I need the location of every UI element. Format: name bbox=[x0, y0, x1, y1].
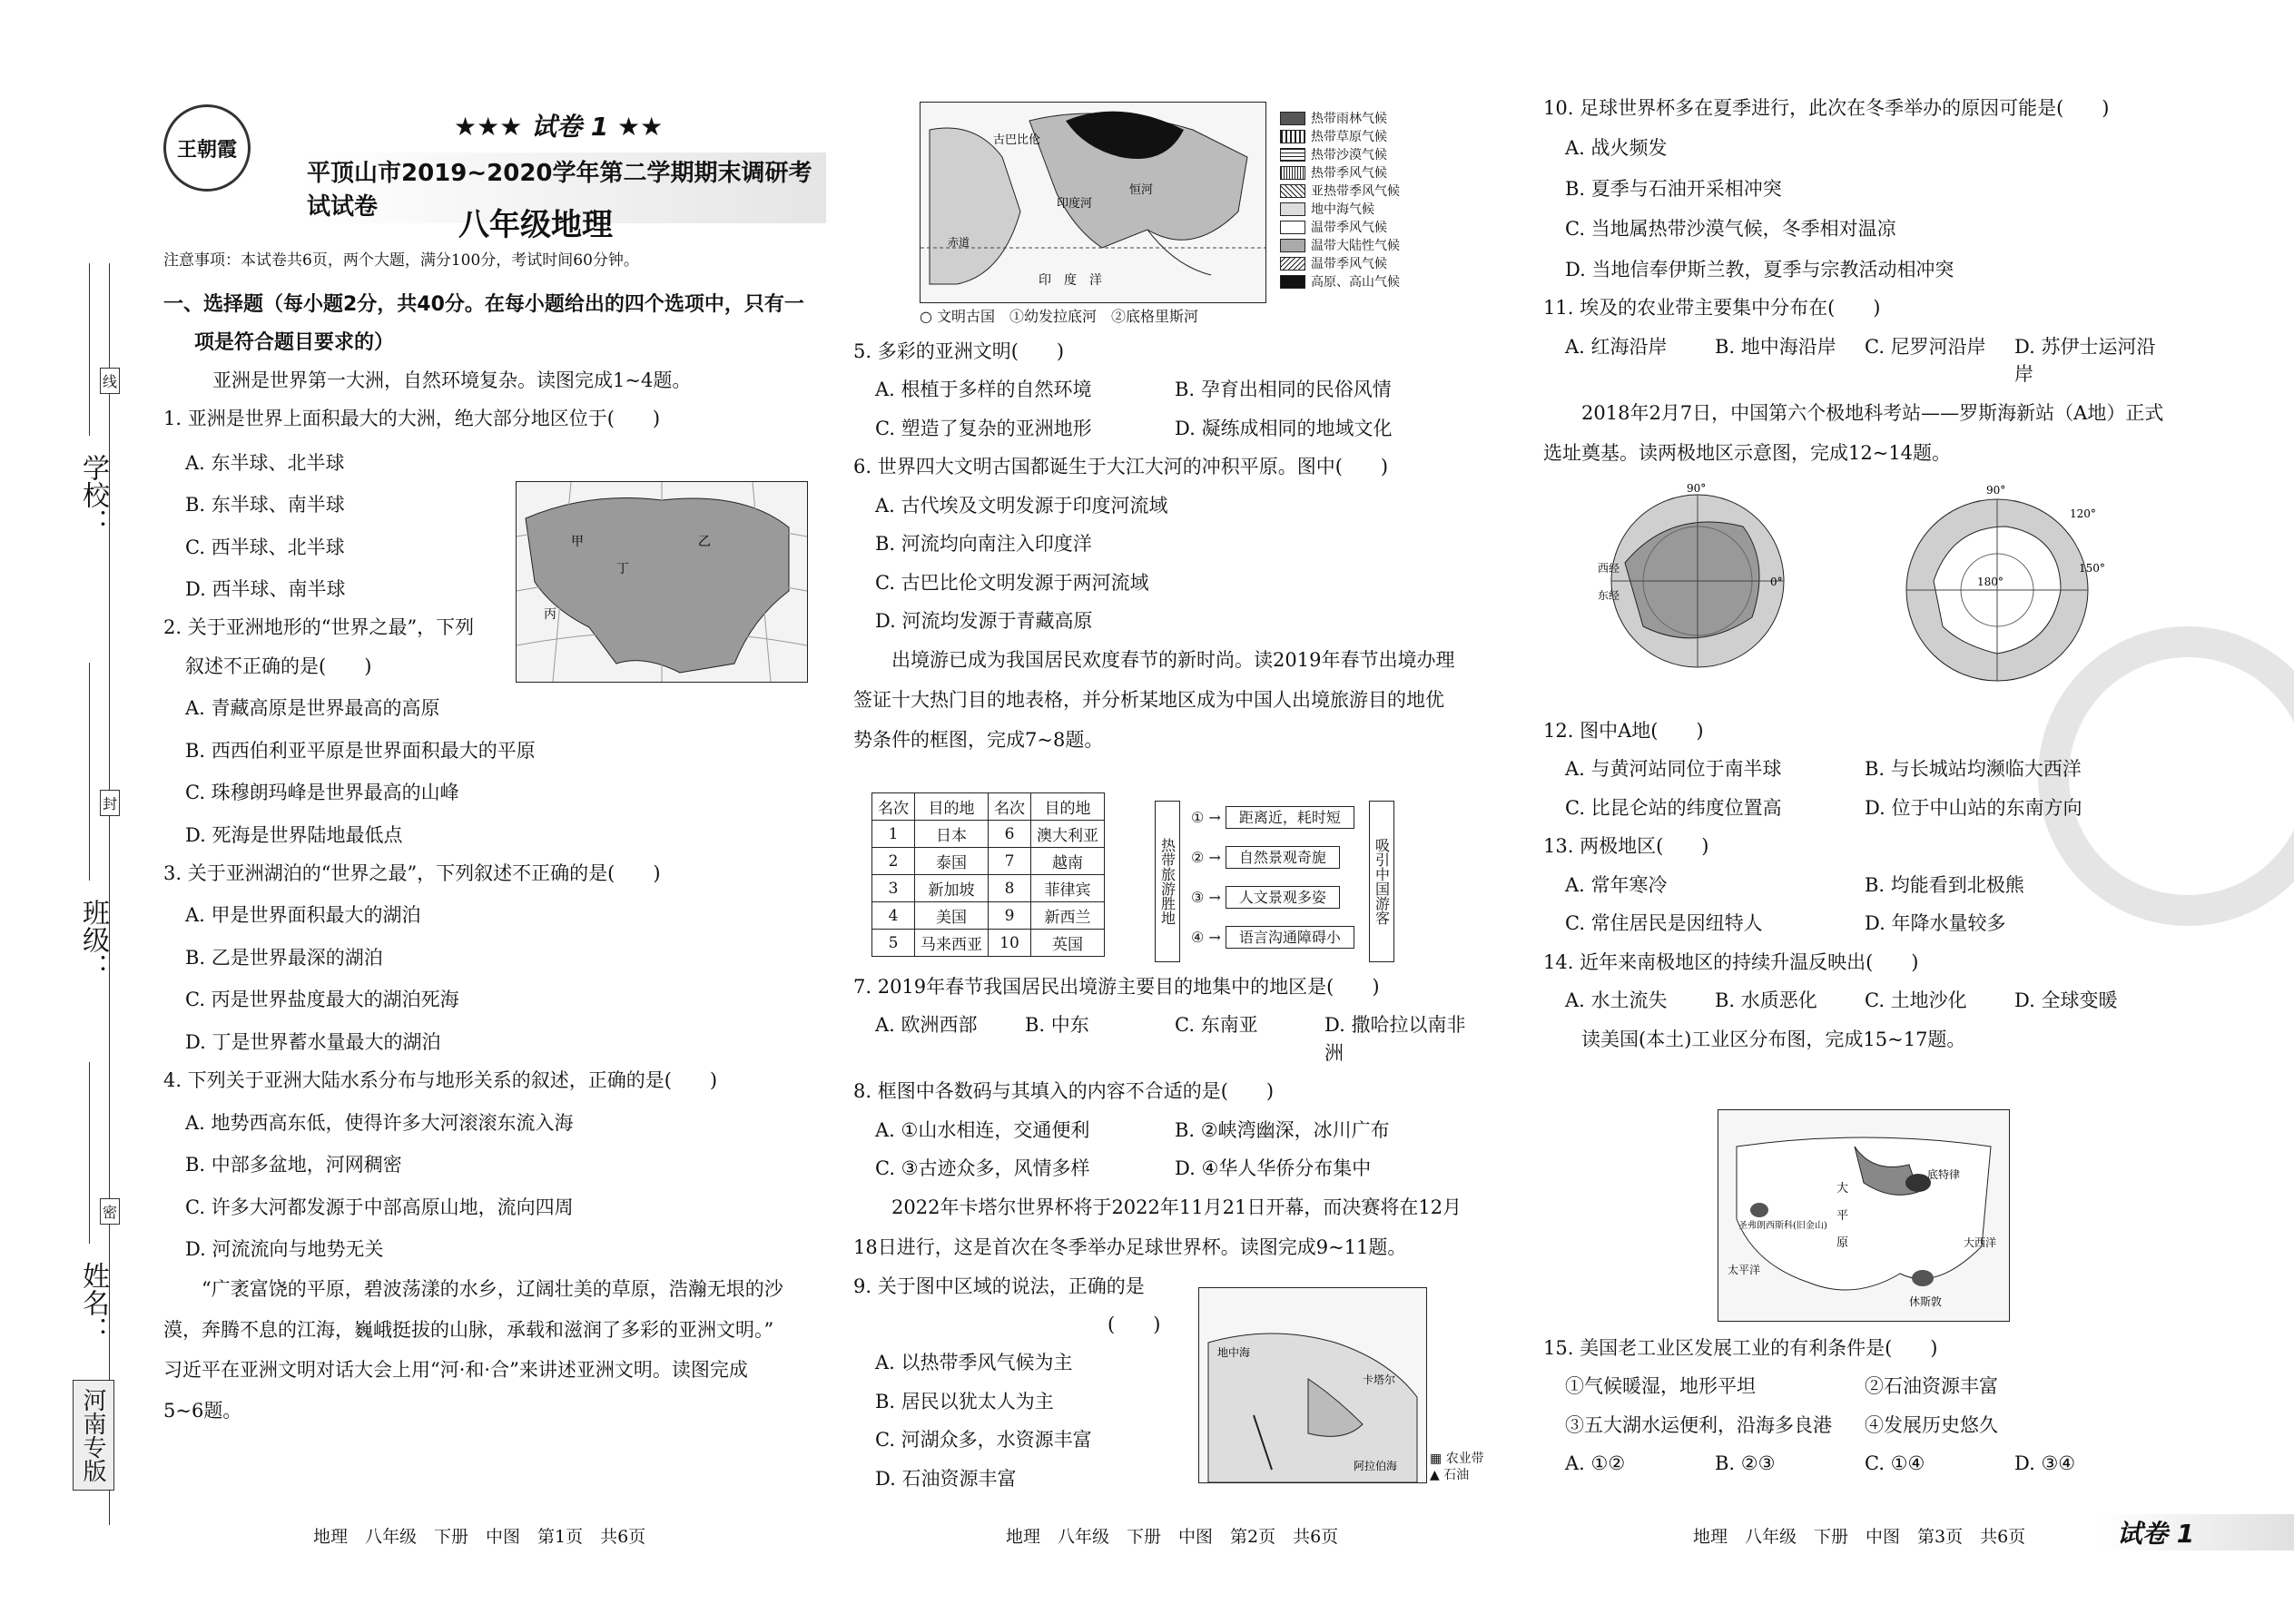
polar-label: 150° bbox=[2079, 562, 2105, 575]
q8-option[interactable]: A. ①山水相连，交通便利 bbox=[875, 1118, 1090, 1141]
q8-option[interactable]: B. ②峡湾幽深，冰川广布 bbox=[1175, 1118, 1390, 1141]
legend-farm-belt: ▦ 农业带 bbox=[1430, 1452, 1484, 1466]
legend-item: 热带沙漠气候 bbox=[1280, 145, 1400, 163]
label-indian-ocean: 印 度 洋 bbox=[1039, 273, 1102, 288]
table-row: 4 美国 9 新西兰 bbox=[872, 902, 1105, 930]
label-indus: 印度河 bbox=[1057, 197, 1093, 211]
legend-item: 地中海气候 bbox=[1280, 200, 1400, 218]
label-babylon: 古巴比伦 bbox=[993, 133, 1041, 147]
q14-option[interactable]: C. 土地沙化 bbox=[1865, 989, 1967, 1012]
table-row: 1 日本 6 澳大利亚 bbox=[872, 821, 1105, 848]
q3-option[interactable]: A. 甲是世界面积最大的湖泊 bbox=[185, 904, 421, 927]
name-label: 姓名： bbox=[77, 1262, 109, 1343]
logo: 王朝霞 bbox=[163, 104, 251, 192]
q5-option[interactable]: A. 根植于多样的自然环境 bbox=[875, 379, 1092, 401]
q3-option[interactable]: D. 丁是世界蓄水量最大的湖泊 bbox=[185, 1030, 441, 1053]
page-footer-1: 地理 八年级 下册 中图 第1页 共6页 bbox=[313, 1527, 646, 1547]
polar-label: 西经 bbox=[1598, 562, 1620, 575]
column-1 bbox=[154, 0, 826, 1624]
q11-option[interactable]: A. 红海沿岸 bbox=[1565, 335, 1668, 358]
us-label: 底特律 bbox=[1927, 1168, 1961, 1181]
q11-option[interactable]: C. 尼罗河沿岸 bbox=[1865, 335, 1986, 358]
q13-option[interactable]: D. 年降水量较多 bbox=[1865, 912, 2006, 935]
q4-option[interactable]: A. 地势西高东低，使得许多大河滚滚东流入海 bbox=[185, 1111, 574, 1134]
series-title: ★★★ 试卷 1 ★★ bbox=[454, 112, 664, 142]
label-ganges: 恒河 bbox=[1129, 183, 1154, 197]
school-blank bbox=[89, 263, 90, 436]
section-heading: 一、选择题（每小题2分，共40分。在每小题给出的四个选项中，只有一 bbox=[163, 293, 804, 316]
q13-option[interactable]: C. 常住居民是因纽特人 bbox=[1565, 912, 1763, 935]
legend-item: 温带季风气候 bbox=[1280, 218, 1400, 236]
page-footer-2: 地理 八年级 下册 中图 第2页 共6页 bbox=[1006, 1527, 1339, 1547]
question-2: 2. 关于亚洲地形的“世界之最”，下列 叙述不正确的是( ) A. 青藏高原是世界最高的高原 B. 西西伯利亚平原是世界面积最大的平原 C. 珠穆朗玛峰是世界最高的山峰 D. 死海是世界陆地最低点 bbox=[163, 614, 817, 849]
label-qatar: 卡塔尔 bbox=[1363, 1373, 1396, 1386]
label-equator: 赤道 bbox=[948, 236, 970, 249]
map-label-bing: 丙 bbox=[544, 607, 556, 622]
question-11: 11. 埃及的农业带主要集中分布在( ) A. 红海沿岸 B. 地中海沿岸 C. 尼罗河沿岸 D. 苏伊士运河沿岸 bbox=[1543, 294, 2179, 388]
table-header-row: 名次 目的地 名次 目的地 bbox=[872, 793, 1105, 821]
q7-option[interactable]: B. 中东 bbox=[1025, 1014, 1089, 1037]
q15-option[interactable]: B. ②③ bbox=[1715, 1452, 1776, 1475]
q15-option[interactable]: C. ①④ bbox=[1865, 1452, 1925, 1475]
legend-item: 热带季风气候 bbox=[1280, 163, 1400, 182]
question-10: 10. 足球世界杯多在夏季进行，此次在冬季举办的原因可能是( ) A. 战火频发 B. 夏季与石油开采相冲突 C. 当地属热带沙漠气候，冬季相对温凉 D. 当地信奉伊斯兰教，夏季与宗教活动相冲突 bbox=[1543, 94, 2179, 283]
label-arabian-sea: 阿拉伯海 bbox=[1354, 1460, 1398, 1472]
legend-oil: ▲ 石油 bbox=[1430, 1468, 1470, 1483]
asia-map-svg bbox=[517, 482, 807, 682]
question-15: 15. 美国老工业区发展工业的有利条件是( ) ①气候暖湿，地形平坦 ②石油资源丰富 ③五大湖水运便利，沿海多良港 ④发展历史悠久 A. ①② B. ②③ C. ①④ D. ③④ bbox=[1543, 1334, 2179, 1478]
flow-item: ④ → 语言沟通障碍小 bbox=[1191, 926, 1354, 947]
destination-table bbox=[871, 792, 1105, 957]
q11-option[interactable]: B. 地中海沿岸 bbox=[1715, 335, 1836, 358]
legend-item: 热带雨林气候 bbox=[1280, 109, 1400, 127]
flow-left-box: 热带旅游胜地 bbox=[1155, 801, 1180, 962]
polar-label: 180° bbox=[1977, 576, 2004, 588]
edition-label: 河南专版 bbox=[73, 1380, 114, 1491]
series-tag: 试卷 1 bbox=[2099, 1514, 2294, 1550]
q1-option[interactable]: D. 西半球、南半球 bbox=[185, 577, 346, 600]
polar-label: 90° bbox=[1687, 482, 1707, 495]
us-label: 圣弗朗西斯科(旧金山) bbox=[1738, 1221, 1827, 1231]
flow-diagram bbox=[1155, 801, 1491, 962]
exam-title: 平顶山市2019~2020学年第二学期期末调研考试试卷 bbox=[300, 153, 826, 223]
question-8: 8. 框图中各数码与其填入的内容不合适的是( ) A. ①山水相连，交通便利 B. ②峡湾幽深，冰川广布 C. ③古迹众多，风情多样 D. ④华人华侨分布集中 bbox=[853, 1078, 1498, 1182]
legend-item: 热带草原气候 bbox=[1280, 127, 1400, 145]
q12-option[interactable]: C. 比昆仑站的纬度位置高 bbox=[1565, 796, 1782, 819]
q11-option[interactable]: D. 苏伊士运河沿岸 bbox=[2014, 335, 2156, 386]
q13-option[interactable]: B. 均能看到北极熊 bbox=[1865, 873, 2024, 896]
q15-statement: ①气候暖湿，地形平坦 bbox=[1565, 1375, 1756, 1398]
q10-option[interactable]: C. 当地属热带沙漠气候，冬季相对温凉 bbox=[1565, 218, 1896, 241]
notice: 注意事项：本试卷共6页，两个大题，满分100分，考试时间60分钟。 bbox=[163, 251, 639, 270]
q2-option[interactable]: D. 死海是世界陆地最低点 bbox=[185, 823, 403, 846]
q14-option[interactable]: A. 水土流失 bbox=[1565, 989, 1668, 1012]
middle-east-map bbox=[1198, 1287, 1427, 1483]
q13-option[interactable]: A. 常年寒冷 bbox=[1565, 873, 1668, 896]
school-label: 学校： bbox=[77, 454, 109, 536]
q14-option[interactable]: B. 水质恶化 bbox=[1715, 989, 1817, 1012]
q12-option[interactable]: A. 与黄河站同位于南半球 bbox=[1565, 758, 1782, 781]
subject-title: 八年级地理 bbox=[458, 207, 613, 243]
seal-char-2: 封 bbox=[100, 790, 120, 816]
table-row: 2 泰国 7 越南 bbox=[872, 848, 1105, 875]
question-7: 7. 2019年春节我国居民出境游主要目的地集中的地区是( ) A. 欧洲西部 B. 中东 C. 东南亚 D. 撒哈拉以南非洲 bbox=[853, 973, 1498, 1067]
climate-map bbox=[920, 102, 1266, 303]
column-3 bbox=[1543, 0, 2294, 1624]
q1-option[interactable]: A. 东半球、北半球 bbox=[185, 451, 345, 474]
q4-option[interactable]: D. 河流流向与地势无关 bbox=[185, 1237, 384, 1260]
table-row: 5 马来西亚 10 英国 bbox=[872, 930, 1105, 957]
question-14: 14. 近年来南极地区的持续升温反映出( ) A. 水土流失 B. 水质恶化 C. 土地沙化 D. 全球变暖 bbox=[1543, 949, 2179, 1015]
flow-item: ① → 距离近，耗时短 bbox=[1191, 806, 1354, 827]
class-blank bbox=[89, 663, 90, 881]
q15-statement: ③五大湖水运便利，沿海多良港 bbox=[1565, 1413, 1832, 1436]
intro-text: 亚洲是世界第一大洲，自然环境复杂。读图完成1~4题。 bbox=[212, 369, 692, 391]
seal-char-3: 密 bbox=[100, 1198, 120, 1225]
q4-option[interactable]: B. 中部多盆地，河网稠密 bbox=[185, 1154, 402, 1176]
label-mediterranean: 地中海 bbox=[1217, 1346, 1251, 1359]
flow-item: ② → 自然景观奇旎 bbox=[1191, 846, 1340, 867]
column-2 bbox=[844, 0, 1507, 1624]
question-6: 6. 世界四大文明古国都诞生于大江大河的冲积平原。图中( ) A. 古代埃及文明发源于印度河流域 B. 河流均向南注入印度洋 C. 古巴比伦文明发源于两河流域 D. 河流均发源于青藏高原 bbox=[853, 453, 1498, 635]
q6-option[interactable]: C. 古巴比伦文明发源于两河流域 bbox=[875, 571, 1149, 594]
q14-option[interactable]: D. 全球变暖 bbox=[2014, 989, 2118, 1012]
page-footer-3: 地理 八年级 下册 中图 第3页 共6页 bbox=[1693, 1527, 2026, 1547]
climate-legend bbox=[1280, 109, 1400, 290]
q5-option[interactable]: D. 凝练成相同的地域文化 bbox=[1175, 417, 1393, 439]
q6-option[interactable]: D. 河流均发源于青藏高原 bbox=[875, 610, 1093, 633]
us-label: 太平洋 bbox=[1728, 1264, 1761, 1276]
q7-option[interactable]: A. 欧洲西部 bbox=[875, 1014, 978, 1037]
name-blank bbox=[89, 1062, 90, 1244]
q12-option[interactable]: B. 与长城站均濒临大西洋 bbox=[1865, 758, 2082, 781]
q7-option[interactable]: D. 撒哈拉以南非洲 bbox=[1324, 1014, 1466, 1064]
antarctic-map bbox=[1888, 481, 2106, 699]
q10-option[interactable]: A. 战火频发 bbox=[1565, 137, 1668, 160]
middle-east-legend bbox=[1430, 1451, 1484, 1483]
q15-statement: ④发展历史悠久 bbox=[1865, 1413, 1998, 1436]
q2-option[interactable]: B. 西西伯利亚平原是世界面积最大的平原 bbox=[185, 739, 536, 762]
polar-label: 90° bbox=[1986, 484, 2006, 497]
legend-item: 亚热带季风气候 bbox=[1280, 182, 1400, 200]
quote-paragraph: “广袤富饶的平原，碧波荡漾的水乡，辽阔壮美的草原，浩瀚无垠的沙 漠，奔腾不息的江海，巍峨挺拔的山脉，承载和滋润了多彩的亚洲文明。” 习近平在亚洲文明对话大会上用“河·和·合”来讲述亚洲文明。读图完成 5~6题。 bbox=[163, 1278, 783, 1422]
legend-item: 温带大陆性气候 bbox=[1280, 236, 1400, 254]
worldcup-paragraph: 2022年卡塔尔世界杯将于2022年11月21日开幕，而决赛将在12月 18日进行，这是首次在冬季举办足球世界杯。读图完成9~11题。 bbox=[853, 1196, 1462, 1259]
q5-option[interactable]: B. 孕育出相同的民俗风情 bbox=[1175, 379, 1392, 401]
q3-option[interactable]: C. 丙是世界盐度最大的湖泊死海 bbox=[185, 989, 459, 1011]
us-label: 平 bbox=[1836, 1209, 1849, 1223]
q1-option[interactable]: B. 东半球、南半球 bbox=[185, 494, 345, 517]
q1-option[interactable]: C. 西半球、北半球 bbox=[185, 536, 345, 558]
us-label: 休斯敦 bbox=[1909, 1295, 1943, 1308]
map-label-yi: 乙 bbox=[698, 535, 711, 549]
q3-option[interactable]: B. 乙是世界最深的湖泊 bbox=[185, 946, 383, 969]
question-12: 12. 图中A地( ) A. 与黄河站同位于南半球 B. 与长城站均濒临大西洋 C. 比昆仑站的纬度位置高 D. 位于中山站的东南方向 bbox=[1543, 717, 2179, 822]
q10-option[interactable]: B. 夏季与石油开采相冲突 bbox=[1565, 177, 1782, 200]
q4-option[interactable]: C. 许多大河都发源于中部高原山地，流向四周 bbox=[185, 1196, 574, 1218]
class-label: 班级： bbox=[77, 899, 109, 980]
map-label-jia: 甲 bbox=[571, 535, 584, 549]
q12-option[interactable]: D. 位于中山站的东南方向 bbox=[1865, 796, 2082, 819]
flow-right-box: 吸引中国游客 bbox=[1369, 801, 1394, 962]
us-industry-map bbox=[1718, 1109, 2010, 1322]
question-3: 3. 关于亚洲湖泊的“世界之最”，下列叙述不正确的是( ) A. 甲是世界面积最大的湖泊 B. 乙是世界最深的湖泊 C. 丙是世界盐度最大的湖泊死海 D. 丁是世界蓄水量最大的湖泊 bbox=[163, 860, 817, 1056]
q10-option[interactable]: D. 当地信奉伊斯兰教，夏季与宗教活动相冲突 bbox=[1565, 258, 1954, 281]
us-label: 大西洋 bbox=[1964, 1236, 1997, 1249]
us-label: 大 bbox=[1836, 1182, 1849, 1196]
q2-option[interactable]: A. 青藏高原是世界最高的高原 bbox=[185, 697, 440, 720]
sidebar bbox=[0, 0, 154, 1624]
q8-option[interactable]: D. ④华人华侨分布集中 bbox=[1175, 1157, 1372, 1180]
us-label: 原 bbox=[1836, 1236, 1849, 1250]
polar-label: 120° bbox=[2070, 507, 2096, 520]
q15-option[interactable]: A. ①② bbox=[1565, 1452, 1626, 1475]
legend-item: 高原、高山气候 bbox=[1280, 272, 1400, 290]
question-5: 5. 多彩的亚洲文明( ) A. 根植于多样的自然环境 B. 孕育出相同的民俗风情 C. 塑造了复杂的亚洲地形 D. 凝练成相同的地域文化 bbox=[853, 338, 1498, 442]
q9-option[interactable]: A. 以热带季风气候为主 bbox=[875, 1352, 1073, 1374]
tourism-paragraph: 出境游已成为我国居民欢度春节的新时尚。读2019年春节出境办理 签证十大热门目的地表格，并分析某地区成为中国人出境旅游目的地优 势条件的框图，完成7~8题。 bbox=[853, 648, 1455, 752]
polar-paragraph: 2018年2月7日，中国第六个极地科考站——罗斯海新站（A地）正式 选址奠基。读两极地区示意图，完成12~14题。 bbox=[1543, 401, 2164, 464]
q7-option[interactable]: C. 东南亚 bbox=[1175, 1014, 1258, 1037]
question-4: 4. 下列关于亚洲大陆水系分布与地形关系的叙述，正确的是( ) A. 地势西高东低，使得许多大河滚滚东流入海 B. 中部多盆地，河网稠密 C. 许多大河都发源于中部高原山地，流向四周 D. 河流流向与地势无关 bbox=[163, 1067, 817, 1263]
q9-option[interactable]: D. 石油资源丰富 bbox=[875, 1467, 1017, 1490]
flow-item: ③ → 人文景观多姿 bbox=[1191, 886, 1340, 907]
section-heading-2: 项是符合题目要求的） bbox=[194, 330, 395, 354]
seal-char-1: 线 bbox=[100, 368, 120, 394]
us-intro: 读美国(本土)工业区分布图，完成15~17题。 bbox=[1581, 1028, 1966, 1050]
table-row: 3 新加坡 8 菲律宾 bbox=[872, 875, 1105, 902]
q8-option[interactable]: C. ③古迹众多，风情多样 bbox=[875, 1157, 1090, 1180]
arctic-map bbox=[1598, 481, 1797, 681]
map-caption: ○ 文明古国 ①幼发拉底河 ②底格里斯河 bbox=[920, 308, 1199, 325]
question-1: 1. 亚洲是世界上面积最大的大洲，绝大部分地区位于( ) A. 东半球、北半球 B. 东半球、南半球 C. 西半球、北半球 D. 西半球、南半球 bbox=[163, 405, 817, 603]
q15-statement: ②石油资源丰富 bbox=[1865, 1375, 1998, 1398]
map-label-ding: 丁 bbox=[616, 562, 629, 576]
asia-map bbox=[516, 481, 808, 683]
q6-option[interactable]: A. 古代埃及文明发源于印度河流域 bbox=[875, 494, 1168, 517]
q6-option[interactable]: B. 河流均向南注入印度洋 bbox=[875, 533, 1092, 556]
q9-option[interactable]: B. 居民以犹太人为主 bbox=[875, 1390, 1054, 1412]
question-9: 9. 关于图中区域的说法，正确的是 ( ) A. 以热带季风气候为主 B. 居民以犹太人为主 C. 河湖众多，水资源丰富 D. 石油资源丰富 bbox=[853, 1273, 1498, 1493]
q15-option[interactable]: D. ③④ bbox=[2014, 1452, 2076, 1475]
q5-option[interactable]: C. 塑造了复杂的亚洲地形 bbox=[875, 417, 1092, 439]
polar-label: 0° bbox=[1770, 576, 1783, 588]
q9-option[interactable]: C. 河湖众多，水资源丰富 bbox=[875, 1429, 1092, 1452]
legend-item: 温带季风气候 bbox=[1280, 254, 1400, 272]
polar-label: 东经 bbox=[1598, 589, 1620, 602]
q2-option[interactable]: C. 珠穆朗玛峰是世界最高的山峰 bbox=[185, 782, 459, 804]
question-13: 13. 两极地区( ) A. 常年寒冷 B. 均能看到北极熊 C. 常住居民是因纽特人 D. 年降水量较多 bbox=[1543, 832, 2179, 937]
